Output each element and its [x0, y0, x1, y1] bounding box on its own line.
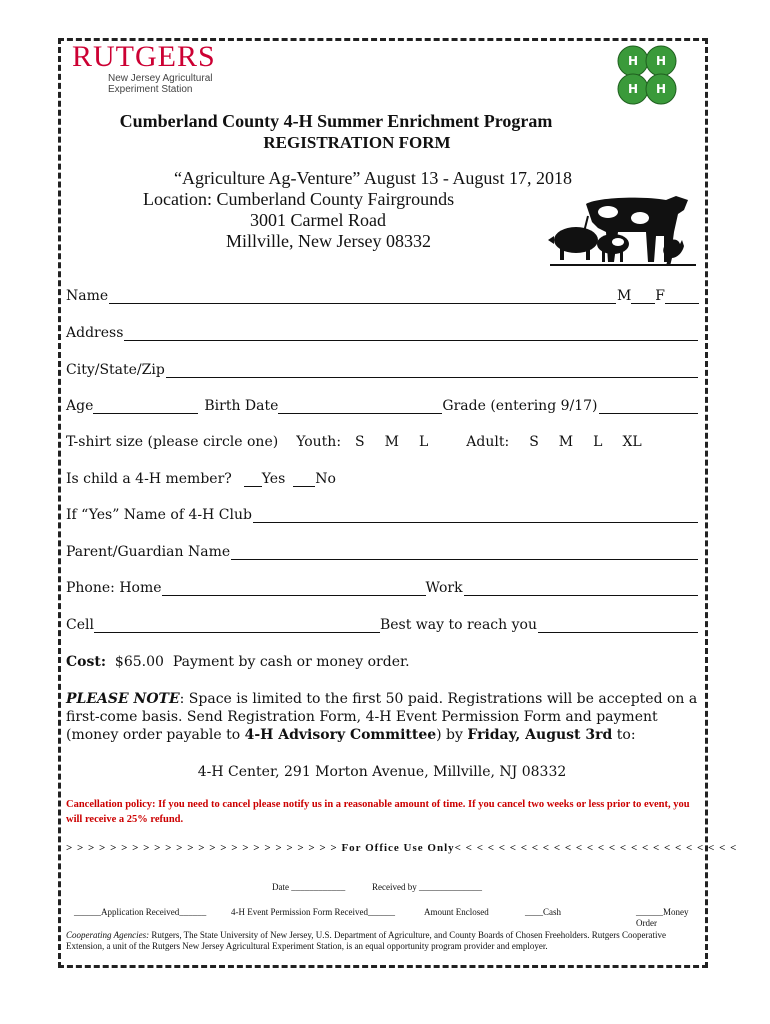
event-street: 3001 Carmel Road [250, 210, 386, 230]
svg-text:H: H [627, 54, 639, 68]
cooperating-agencies: Cooperating Agencies: Rutgers, The State University of New Jersey, U.S. Department of Agriculture, and County Boards of Chosen Freeholders. Rutgers Cooperative Extension, a unit of the Rutgers New Jersey Agricultural Experiment Station, is an equal opportunity program provider and employer. [66, 930, 666, 951]
birth-date-input[interactable] [278, 399, 442, 414]
mailing-address: 4-H Center, 291 Morton Avenue, Millville, NJ 08332 [197, 764, 567, 780]
program-title: Cumberland County 4-H Summer Enrichment Program [119, 111, 553, 131]
svg-text:H: H [627, 82, 639, 96]
youth-size-l[interactable]: L [418, 434, 429, 450]
rutgers-logo: RUTGERS [72, 40, 216, 73]
parent-input[interactable] [231, 545, 698, 560]
adult-size-xl[interactable]: XL [622, 434, 642, 450]
clover-icon [611, 42, 685, 110]
gender-f-label: F [655, 288, 665, 304]
adult-size-m[interactable]: M [558, 434, 574, 450]
cell-row: Cell Best way to reach you [66, 617, 699, 633]
phone-row: Phone: Home Work [66, 580, 699, 596]
farm-animals-illustration [548, 192, 696, 274]
name-row: Name M F [66, 288, 699, 304]
office-use-header: > > > > > > > > > > > > > > > > > > > > > > > > > For Office Use Only< < < < < < < < < < < < < < < < < < < < < < < < < < [66, 842, 738, 854]
office-received-by: Received by ______________ [372, 882, 482, 892]
member-yes-input[interactable] [244, 472, 262, 487]
svg-text:H: H [655, 82, 667, 96]
phone-home-input[interactable] [162, 581, 426, 596]
cancellation-policy: Cancellation policy: If you need to cancel please notify us in a reasonable amount of time. If you cancel two weeks or less prior to event, you will receive a 25% refund. [66, 799, 690, 825]
youth-size-m[interactable]: M [384, 434, 399, 450]
office-cash: ____Cash [525, 907, 561, 917]
event-name: “Agriculture Ag-Venture” August 13 - August 17, 2018 [174, 168, 572, 188]
office-money-order: ______Money Order [636, 907, 689, 928]
youth-size-s[interactable]: S [355, 434, 365, 450]
office-amount: Amount Enclosed [424, 907, 489, 917]
member-row: Is child a 4-H member? Yes No [66, 471, 336, 487]
note-paragraph: PLEASE NOTE: Space is limited to the first 50 paid. Registrations will be accepted on a first-come basis. Send Registration Form, 4-H Event Permission Form and payment (money order payable to 4-H Advisory Committee) by Friday, August 3rd to: [66, 691, 698, 743]
age-row: Age Birth Date Grade (entering 9/17) [66, 398, 699, 414]
member-no-input[interactable] [293, 472, 315, 487]
cell-input[interactable] [94, 618, 380, 633]
gender-m-label: M [616, 288, 632, 304]
cost-line: Cost: $65.00 Payment by cash or money order. [66, 654, 410, 670]
adult-size-l[interactable]: L [593, 434, 603, 450]
club-input[interactable] [253, 508, 698, 523]
address-row: Address [66, 325, 699, 341]
rutgers-logo-subtitle: New Jersey Agricultural Experiment Station [108, 73, 213, 95]
gender-f-input[interactable] [665, 289, 699, 304]
adult-size-s[interactable]: S [529, 434, 539, 450]
address-input[interactable] [124, 326, 698, 341]
parent-row: Parent/Guardian Name [66, 544, 699, 560]
form-title: REGISTRATION FORM [263, 133, 451, 152]
best-way-input[interactable] [538, 618, 698, 633]
age-input[interactable] [93, 399, 198, 414]
event-location: Location: Cumberland County Fairgrounds [143, 189, 455, 209]
name-input[interactable] [109, 289, 616, 304]
office-app-received: ______Application Received______ [74, 907, 207, 917]
club-row: If “Yes” Name of 4-H Club [66, 507, 699, 523]
grade-input[interactable] [599, 399, 699, 414]
phone-work-input[interactable] [464, 581, 698, 596]
city-row: City/State/Zip [66, 362, 699, 378]
gender-m-input[interactable] [631, 289, 655, 304]
office-date: Date ____________ [272, 882, 346, 892]
city-input[interactable] [166, 363, 698, 378]
tshirt-row: T-shirt size (please circle one) Youth: S M L Adult: S M L XL [66, 434, 642, 450]
office-permission: 4-H Event Permission Form Received______ [231, 907, 395, 917]
event-city: Millville, New Jersey 08332 [226, 231, 431, 251]
svg-text:H: H [655, 54, 667, 68]
